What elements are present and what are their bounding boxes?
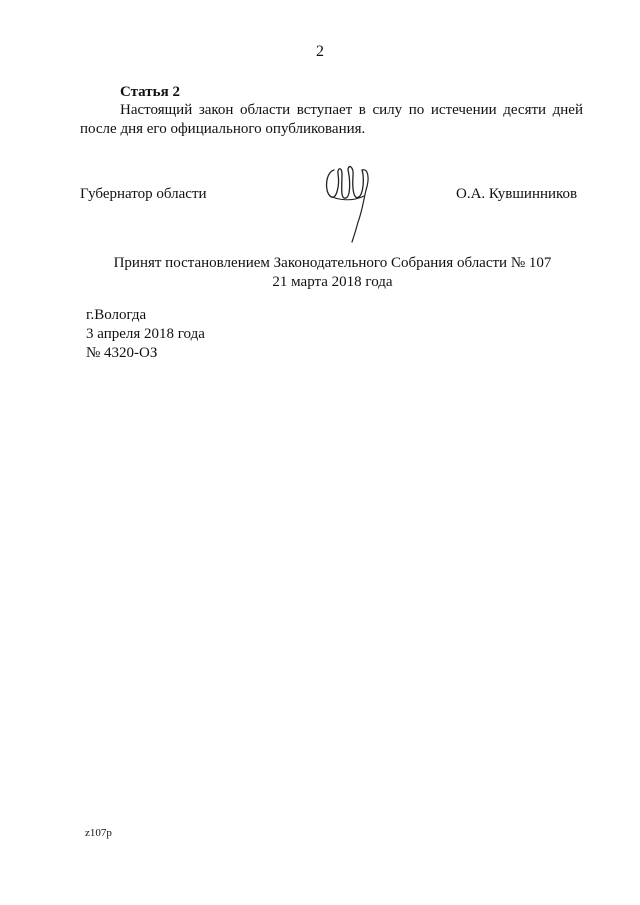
place-date-block — [86, 306, 205, 363]
page-number: 2 — [316, 43, 324, 60]
governor-title: Губернатор области — [80, 186, 207, 202]
article-section — [80, 84, 583, 139]
adoption-line-1: Принят постановлением Законодательного Собрания области № 107 — [113, 255, 552, 271]
article-heading: Статья 2 — [120, 84, 180, 100]
city: г.Вологда — [86, 307, 147, 323]
signing-date: 3 апреля 2018 года — [86, 326, 205, 342]
article-text: Настоящий закон области вступает в силу по истечении десяти дней после дня его официального опубликования. — [80, 102, 583, 137]
adoption-note — [0, 254, 640, 292]
governor-signature — [318, 160, 380, 244]
governor-name: О.А. Кувшинников — [456, 186, 578, 202]
footer-code: z107p — [85, 827, 112, 839]
law-number: № 4320-ОЗ — [86, 345, 158, 361]
adoption-line-2: 21 марта 2018 года — [272, 274, 393, 290]
